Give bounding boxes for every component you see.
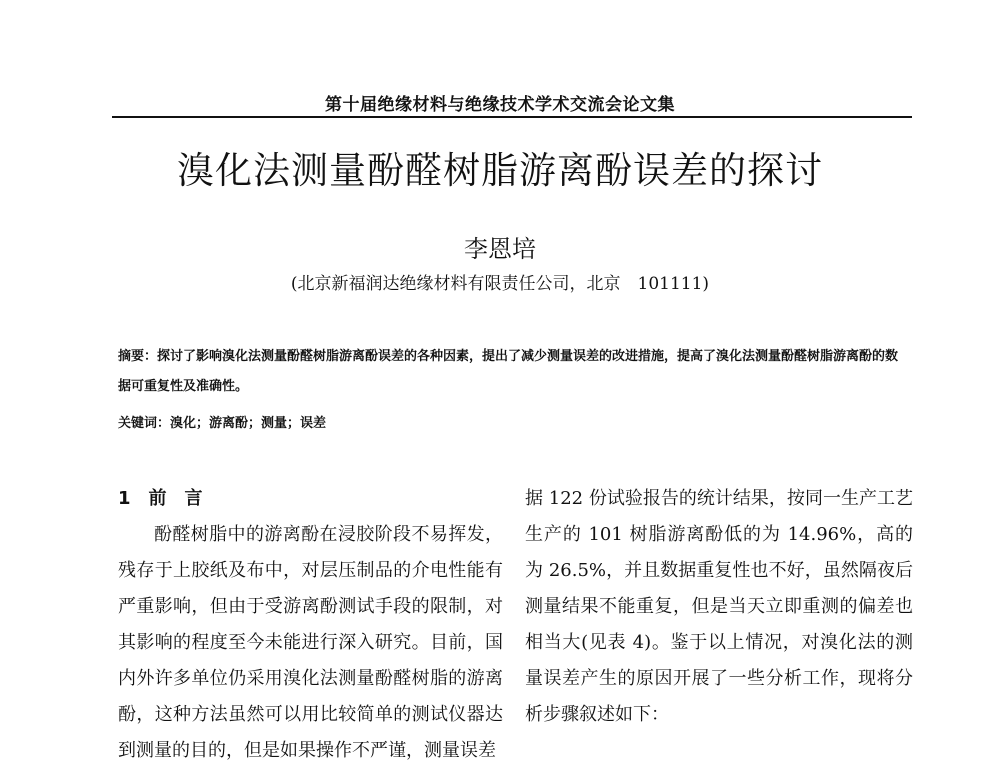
author-affiliation: (北京新福润达绝缘材料有限责任公司，北京 101111) (290, 274, 710, 294)
keywords-label: 关键词： (118, 416, 171, 431)
body-paragraph-right: 据 122 份试验报告的统计结果，按同一生产工艺生产的 101 树脂游离酚低的为 14.96%，高的为 26.5%，并且数据重复性也不好，虽然隔夜后测量结果不能重复，但是当天立即重测的偏差也相当大(见表 4)。鉴于以上情况，对溴化法的测量误差产生的原因开展了一些分析工作，现将分析步骤叙述如下： (525, 488, 913, 725)
section-title: 前 言 (148, 488, 203, 509)
keywords-text: 溴化；游离酚；测量；误差 (170, 416, 327, 431)
keywords (118, 410, 908, 438)
abstract-label: 摘要： (118, 349, 158, 364)
proceedings-header: 第十届绝缘材料与绝缘技术学术交流会论文集 (325, 95, 675, 115)
section-number: 1 (118, 488, 131, 509)
abstract-text: 探讨了影响溴化法测量酚醛树脂游离酚误差的各种因素，提出了减少测量误差的改进措施，提高了溴化法测量酚醛树脂游离酚的数据可重复性及准确性。 (118, 349, 899, 394)
abstract (118, 342, 908, 402)
section-heading (118, 481, 503, 517)
header-divider (112, 116, 912, 118)
body-paragraph-left: 酚醛树脂中的游离酚在浸胶阶段不易挥发，残存于上胶纸及布中，对层压制品的介电性能有严重影响，但由于受游离酚测试手段的限制，对其影响的程度至今未能进行深入研究。目前，国内外许多单位仍采用溴化法测量酚醛树脂的游离酚，这种方法虽然可以用比较简单的测试仪器达到测量的目的，但是如果操作不严谨，测量误差 (118, 524, 503, 761)
left-column (118, 481, 503, 769)
paper-author: 李恩培 (464, 235, 536, 263)
right-column (525, 481, 913, 733)
paper-title: 溴化法测量酚醛树脂游离酚误差的探讨 (177, 149, 823, 192)
